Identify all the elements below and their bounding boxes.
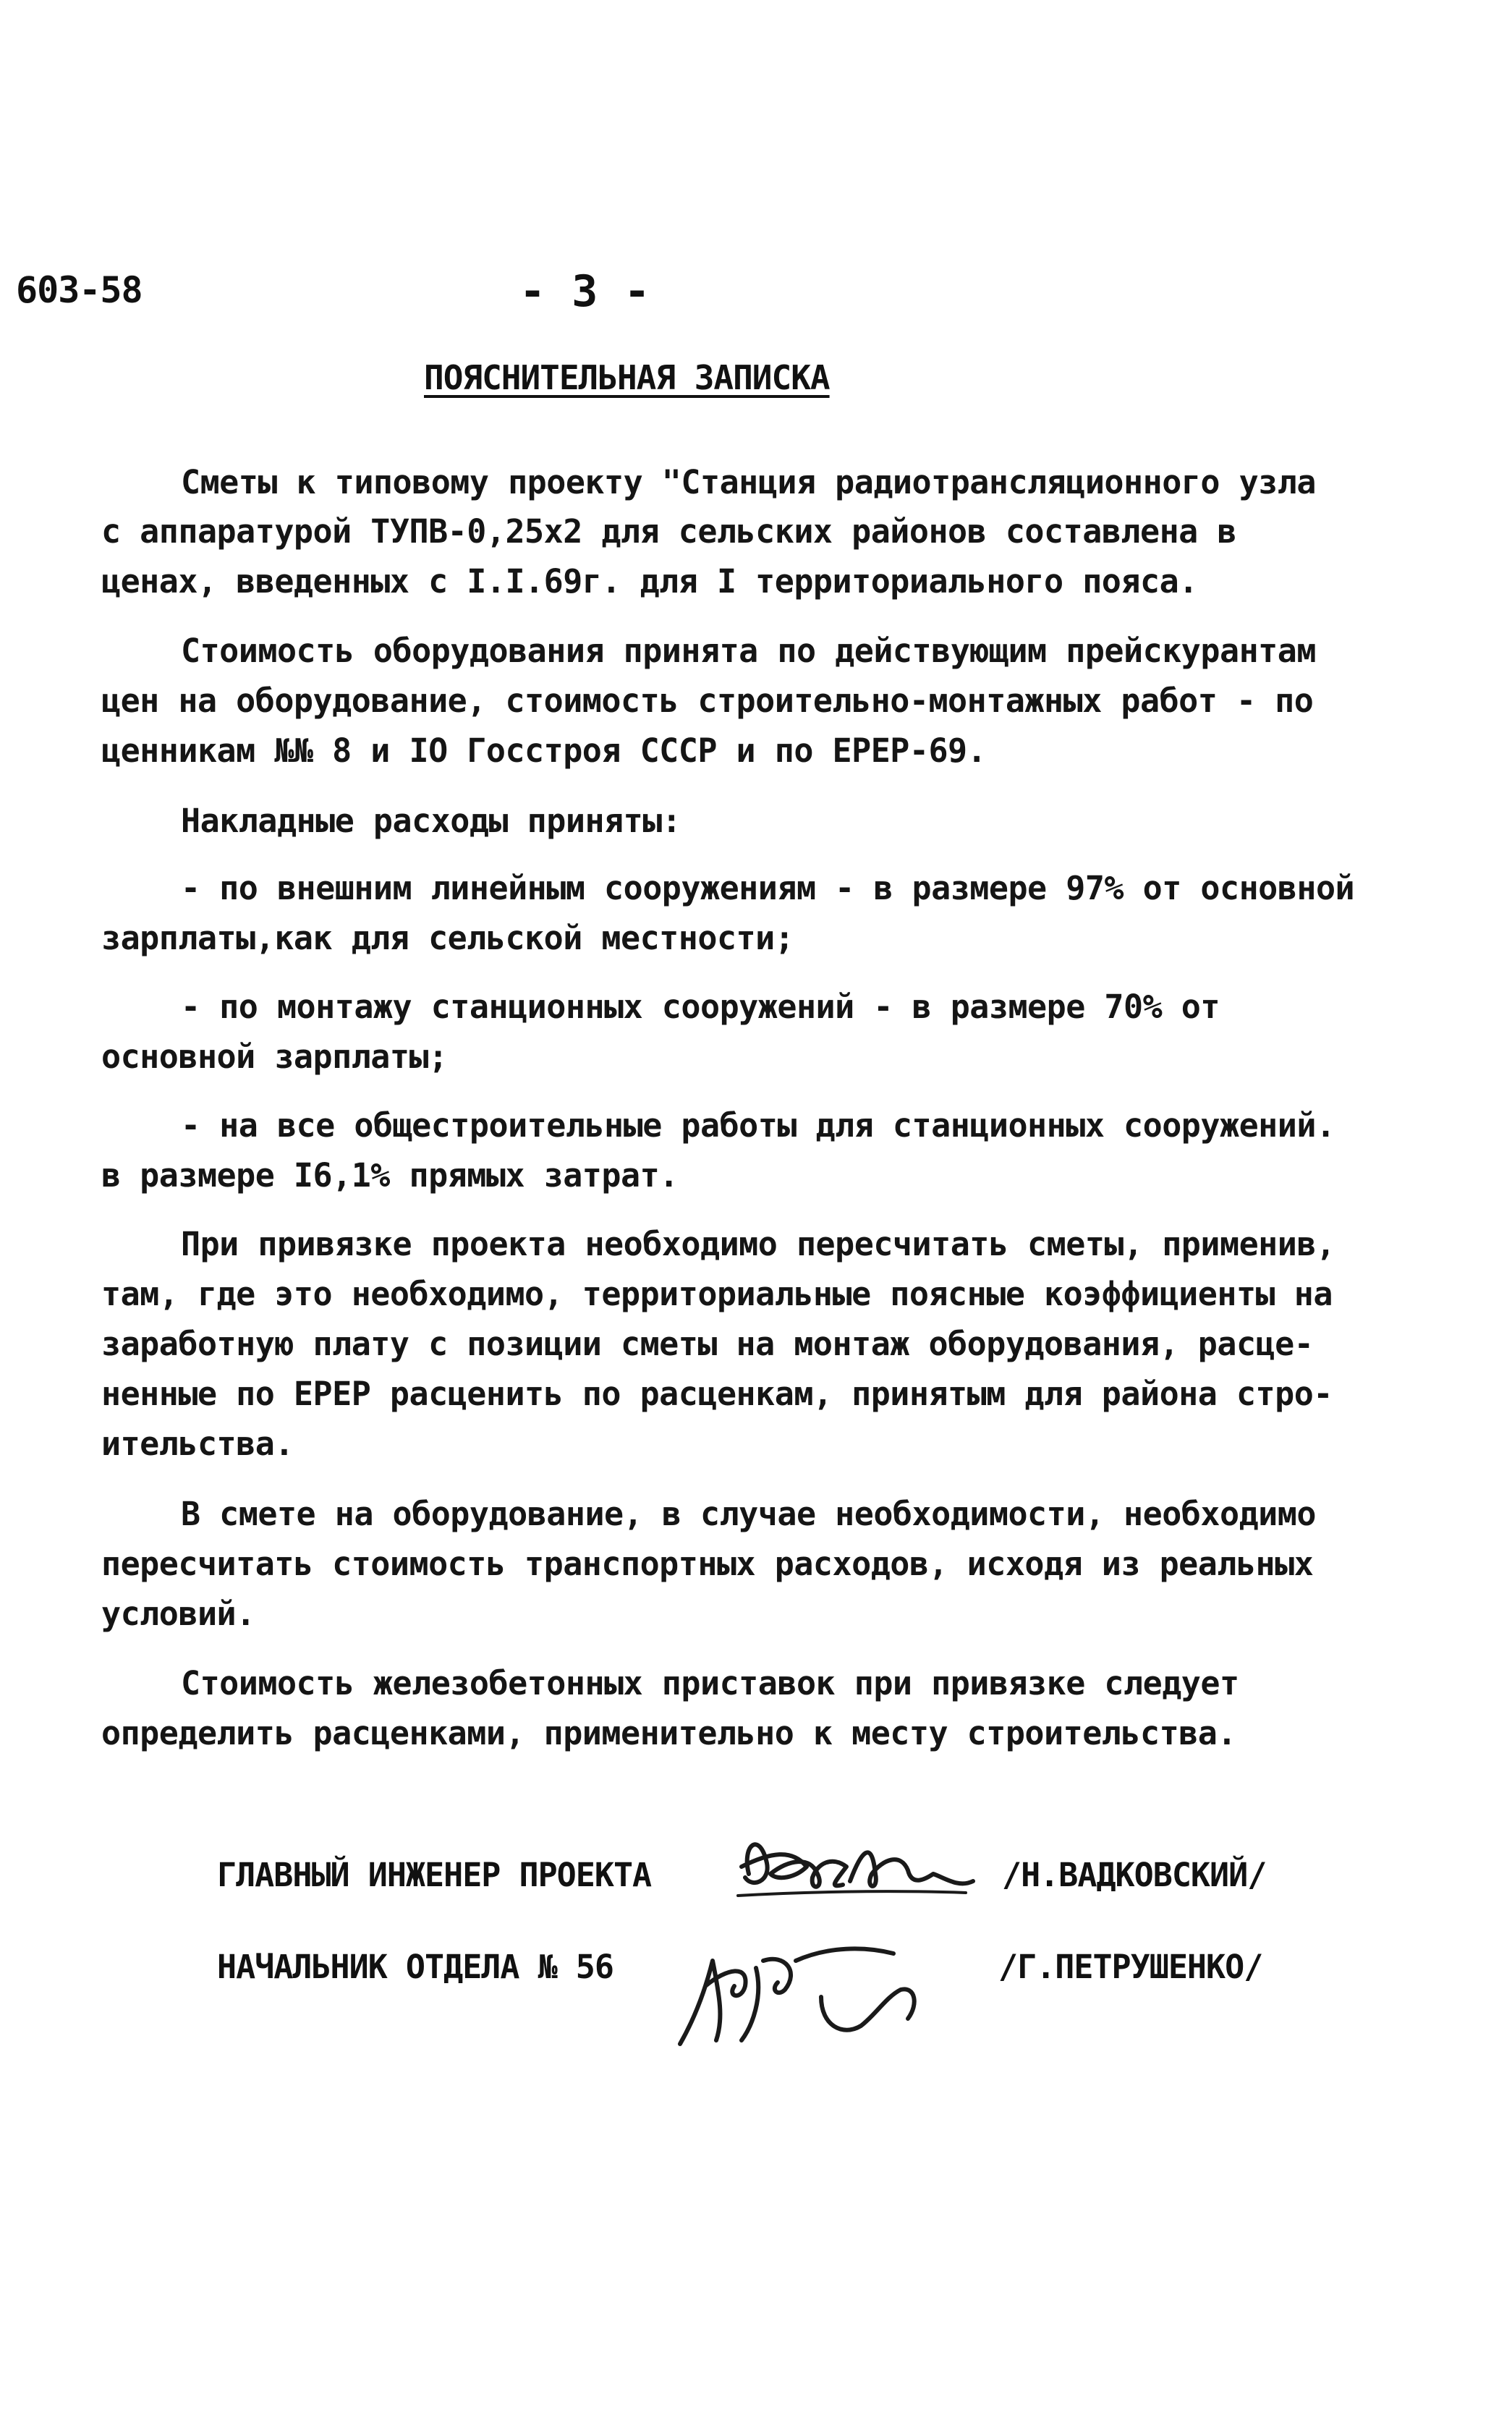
paragraph-line: При привязке проекта необходимо пересчитать сметы, применив, <box>181 1225 1335 1263</box>
signatory-name-petrushenko: /Г.ПЕТРУШЕНКО/ <box>998 1948 1263 1986</box>
paragraph-line: с аппаратурой ТУПВ-0,25х2 для сельских районов составлена в <box>101 512 1236 551</box>
paragraph-line: ненные по ЕРЕР расценить по расценкам, принятым для района стро- <box>101 1375 1333 1413</box>
document-title: ПОЯСНИТЕЛЬНАЯ ЗАПИСКА <box>424 358 830 397</box>
paragraph-line: цен на оборудование, стоимость строительно-монтажных работ - по <box>101 682 1314 720</box>
handwritten-signature-vadkovsky <box>727 1823 1002 1910</box>
paragraph-line: ительства. <box>101 1425 294 1463</box>
paragraph-line: Накладные расходы приняты: <box>181 802 681 840</box>
paragraph-line: в размере I6,1% прямых затрат. <box>101 1156 679 1195</box>
paragraph-line: Стоимость железобетонных приставок при привязке следует <box>181 1664 1239 1702</box>
signature-role-chief-engineer: ГЛАВНЫЙ ИНЖЕНЕР ПРОЕКТА <box>217 1856 652 1894</box>
paragraph-line: пересчитать стоимость транспортных расходов, исходя из реальных <box>101 1545 1314 1583</box>
paragraph-line: Стоимость оборудования принята по действующим прейскурантам <box>181 632 1316 670</box>
paragraph-line: основной зарплаты; <box>101 1038 448 1076</box>
signatory-name-vadkovsky: /Н.ВАДКОВСКИЙ/ <box>1002 1856 1267 1894</box>
paragraph-line: ценникам №№ 8 и IO Госстроя СССР и по ЕРЕР-69. <box>101 731 987 770</box>
paragraph-line: - по внешним линейным сооружениям - в размере 97% от основной <box>181 869 1355 907</box>
paragraph-line: В смете на оборудование, в случае необходимости, необходимо <box>181 1495 1316 1533</box>
signature-role-department-head: НАЧАЛЬНИК ОТДЕЛА № 56 <box>217 1948 613 1986</box>
page-number: - 3 - <box>519 266 650 317</box>
paragraph-line: заработную плату с позиции сметы на монтаж оборудования, расце- <box>101 1325 1314 1363</box>
paragraph-line: определить расценками, применительно к месту строительства. <box>101 1714 1236 1752</box>
paragraph-line: - на все общестроительные работы для станционных сооружений. <box>181 1106 1335 1145</box>
document-code: 603-58 <box>16 269 143 311</box>
paragraph-line: - по монтажу станционных сооружений - в размере 70% от <box>181 988 1220 1026</box>
handwritten-signature-petrushenko <box>662 1917 966 2055</box>
paragraph-line: там, где это необходимо, территориальные поясные коэффициенты на <box>101 1275 1333 1313</box>
paragraph-line: условий. <box>101 1595 255 1633</box>
paragraph-line: ценах, введенных с I.I.69г. для I территориального пояса. <box>101 562 1198 601</box>
paragraph-line: Сметы к типовому проекту "Станция радиотрансляционного узла <box>181 463 1316 501</box>
paragraph-line: зарплаты,как для сельской местности; <box>101 919 794 957</box>
